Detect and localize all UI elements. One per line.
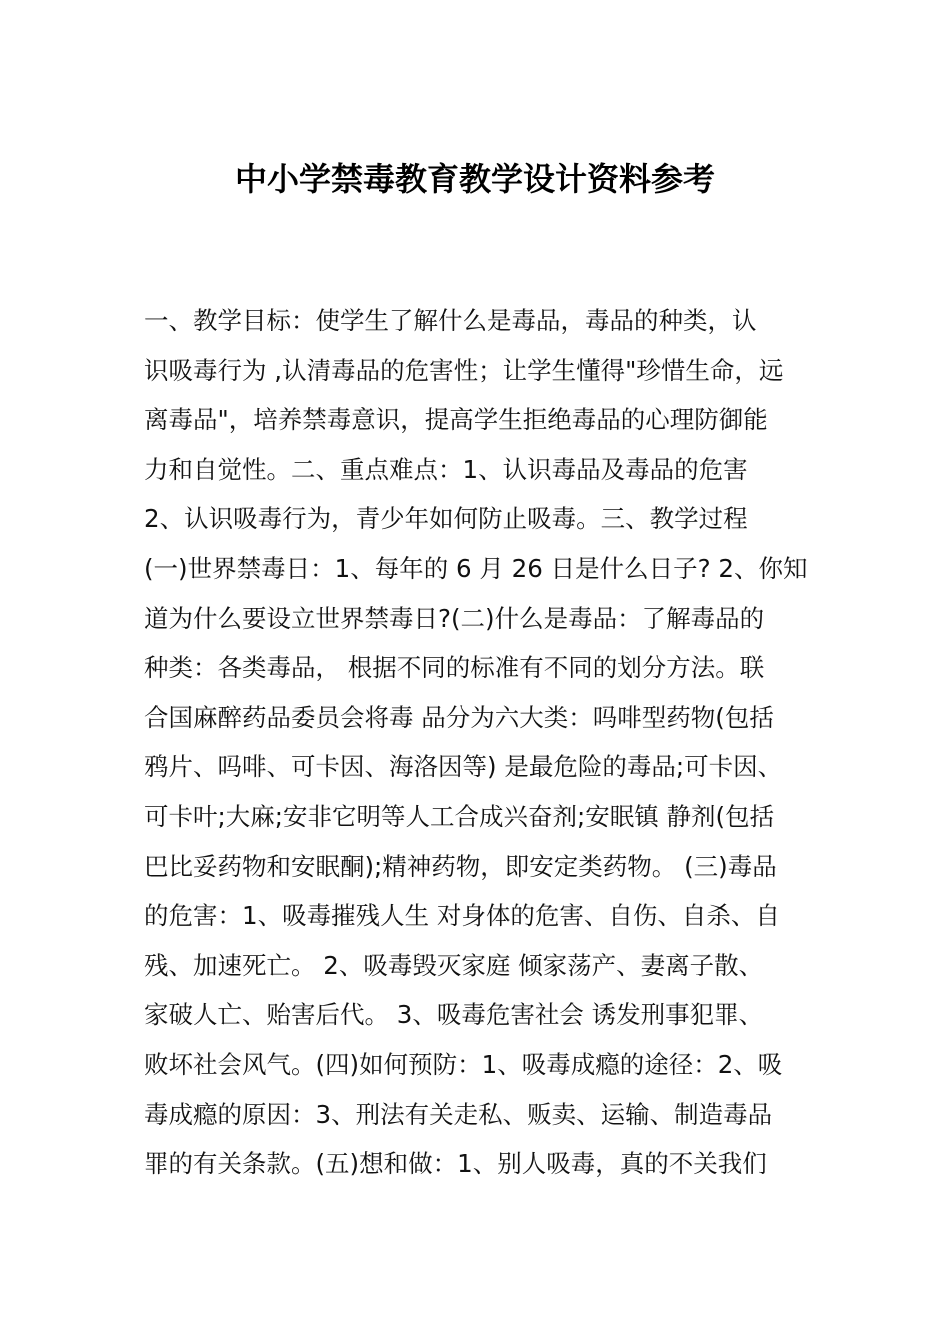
body-line: 可卡叶;大麻;安非它明等人工合成兴奋剂;安眠镇 静剂(包括 xyxy=(144,801,775,831)
body-line: 合国麻醉药品委员会将毒 品分为六大类：吗啡型药物(包括 xyxy=(144,702,774,732)
body-line: 识吸毒行为 ,认清毒品的危害性；让学生懂得"珍惜生命，远 xyxy=(144,355,784,385)
body-line: 一、教学目标：使学生了解什么是毒品，毒品的种类，认 xyxy=(144,306,757,335)
body-line: 力和自觉性。二、重点难点：1、认识毒品及毒品的危害 xyxy=(144,454,748,484)
body-line: 离毒品"，培养禁毒意识，提高学生拒绝毒品的心理防御能 xyxy=(144,405,768,435)
body-line: 巴比妥药物和安眠酮);精神药物，即安定类药物。 (三)毒品 xyxy=(144,851,777,881)
body-line: 鸦片、吗啡、可卡因、海洛因等) 是最危险的毒品;可卡因、 xyxy=(144,752,783,782)
body-line: 的危害：1、吸毒摧残人生 对身体的危害、自伤、自杀、自 xyxy=(144,901,780,931)
body-line: 家破人亡、贻害后代。 3、吸毒危害社会 诱发刑事犯罪、 xyxy=(144,1000,764,1030)
body-line: 2、认识吸毒行为，青少年如何防止吸毒。三、教学过程 xyxy=(144,504,748,534)
document-body xyxy=(144,296,824,1189)
body-line: (一)世界禁毒日：1、每年的 6 月 26 日是什么日子? 2、你知 xyxy=(144,553,808,583)
body-line: 毒成瘾的原因：3、刑法有关走私、贩卖、运输、制造毒品 xyxy=(144,1099,773,1129)
body-line: 种类：各类毒品， 根据不同的标准有不同的划分方法。联 xyxy=(144,653,765,683)
document-title: 中小学禁毒教育教学设计资料参考 xyxy=(234,160,715,198)
body-line: 罪的有关条款。(五)想和做：1、别人吸毒，真的不关我们 xyxy=(144,1149,767,1179)
body-line: 道为什么要设立世界禁毒日?(二)什么是毒品：了解毒品的 xyxy=(144,603,765,633)
body-line: 败坏社会风气。(四)如何预防：1、吸毒成瘾的途径：2、吸 xyxy=(144,1049,783,1079)
body-line: 残、加速死亡。 2、吸毒毁灭家庭 倾家荡产、妻离子散、 xyxy=(144,950,764,980)
